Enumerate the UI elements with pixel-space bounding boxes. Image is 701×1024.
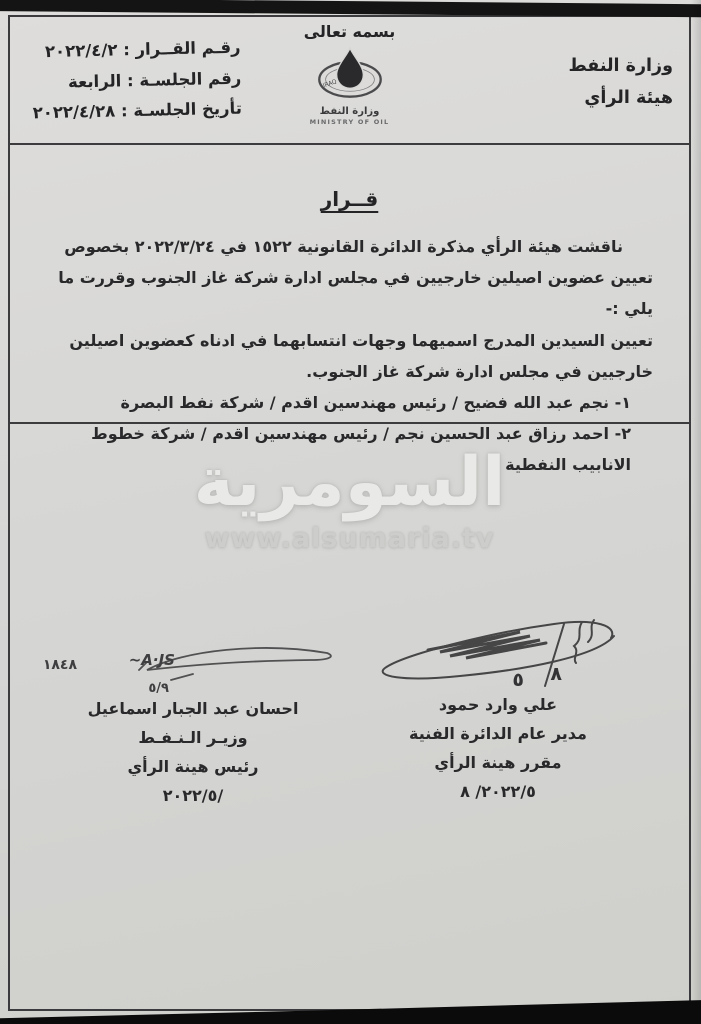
signatory-title2: مقرر هينة الرأي bbox=[434, 753, 562, 773]
session-date-line: تأريخ الجلسـة : ٢٠٢٢/٤/٢٨ bbox=[32, 98, 243, 123]
signatory-name: احسان عبد الجبار اسماعيل bbox=[87, 699, 299, 718]
oil-drop-logo-icon bbox=[304, 47, 396, 103]
header-meta-block bbox=[31, 33, 242, 129]
decree-body bbox=[10, 145, 689, 475]
svg-text:١٨٤٨: ١٨٤٨ bbox=[43, 657, 77, 673]
header-ministry-block bbox=[569, 51, 674, 114]
appointee-item-2: ٢- احمد رزاق عبد الحسين نجم / رئيس مهندسين اقدم / شركة خطوط الانابيب النفطية bbox=[91, 424, 631, 475]
ministry-name: وزارة النفط bbox=[568, 56, 673, 76]
signatory-title1: وزيـر الـنـفـط bbox=[138, 728, 248, 748]
signature-scribble-rapporteur-icon bbox=[368, 610, 628, 696]
decree-clause-paragraph: تعيين السيدين المدرج اسميهما وجهات انتسابهما في ادناه كعضوين اصيلين خارجيين في مجلس ادارة شركة غاز الجنوب. bbox=[69, 330, 653, 381]
board-name: هيئة الرأي bbox=[584, 87, 673, 108]
decision-number-line: رقـم القــرار : ٢٠٢٢/٤/٢ bbox=[44, 37, 241, 62]
signature-section bbox=[10, 424, 689, 1009]
logo-ministry-name-english: MINISTRY OF OIL bbox=[309, 118, 390, 126]
signatory-title2: رئيس هينة الرأي bbox=[127, 757, 259, 777]
svg-text:٨: ٨ bbox=[550, 663, 562, 685]
document-header bbox=[10, 17, 689, 145]
alsumaria-url-text: www.alsumaria.tv bbox=[204, 522, 495, 554]
decree-title: قــرار bbox=[320, 187, 379, 211]
signatory-title1: مدير عام الدائرة الفنية bbox=[409, 724, 587, 744]
document-frame bbox=[8, 15, 691, 1011]
logo-ministry-name-arabic: وزارة النفط bbox=[319, 106, 380, 117]
svg-text:٥/٩: ٥/٩ bbox=[148, 681, 169, 696]
alsumaria-watermark bbox=[10, 443, 689, 554]
appointee-item-1: ١- نجم عبد الله فضيح / رئيس مهندسين اقدم / شركة نفط البصرة bbox=[120, 392, 631, 412]
svg-text:٥: ٥ bbox=[512, 669, 524, 691]
bismillah-text: بسمه تعالى bbox=[303, 22, 396, 41]
signatory-name: علي وارد حمود bbox=[438, 695, 558, 714]
signature-scribble-minister-icon bbox=[43, 636, 343, 700]
session-number-line: رقم الجلسـة : الرابعة bbox=[67, 68, 242, 92]
signature-date: ٢٠٢٢/٥/ ٨ bbox=[460, 782, 536, 802]
svg-text:IRAQ: IRAQ bbox=[321, 79, 338, 90]
signature-date: ٢٠٢٢/٥/ bbox=[162, 786, 224, 806]
alsumaria-logo-text: السومرية bbox=[193, 443, 506, 522]
decree-intro-paragraph: ناقشت هيئة الرأي مذكرة الدائرة القانونية ١٥٢٢ في ٢٠٢٢/٣/٢٤ بخصوص تعيين عضوين اصيلين خارجيين في مجلس ادارة شركة غاز الجنوب وقررت ما يلي :- bbox=[58, 237, 653, 319]
signature-block-minister bbox=[42, 636, 344, 810]
signature-block-rapporteur bbox=[362, 610, 634, 806]
svg-text:A·JS~: A·JS~ bbox=[128, 651, 175, 669]
